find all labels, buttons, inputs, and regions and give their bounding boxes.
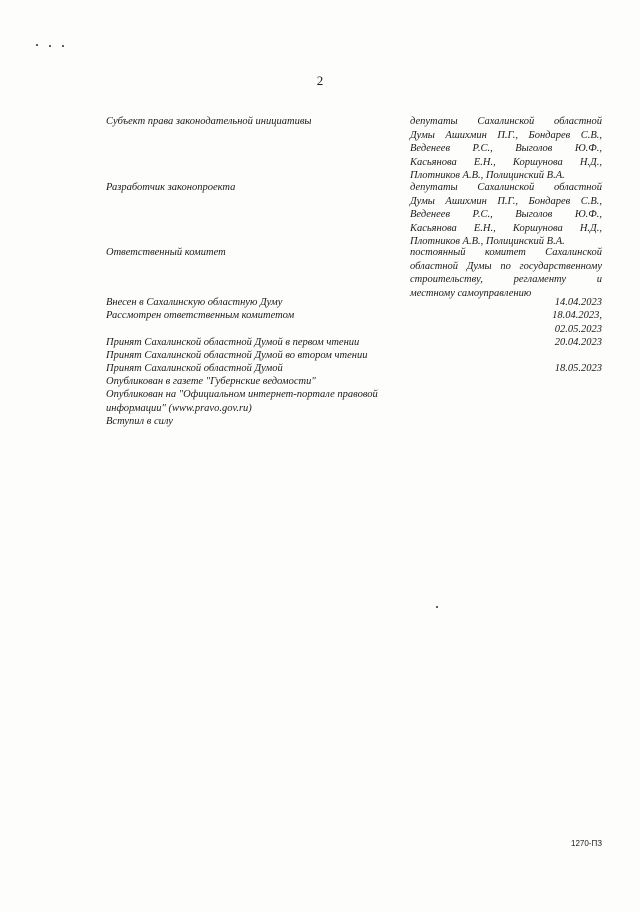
value-line: 02.05.2023 <box>554 323 602 335</box>
value-line: 18.05.2023 <box>554 363 602 374</box>
value-line: Плотников А.В., Полицинский В.А. <box>410 236 565 247</box>
value-line: 14.04.2023 <box>554 297 602 308</box>
label-entered-force: Вступил в силу <box>106 416 173 427</box>
value-line: Касьянова Е.Н., Коршунова Н.Д., <box>410 156 602 168</box>
value-adopted <box>410 362 602 376</box>
value-line: постоянный комитет Сахалинской <box>410 247 602 258</box>
document-code: 1270-ПЗ <box>571 839 603 848</box>
value-line: Плотников А.В., Полицинский В.А. <box>410 170 565 181</box>
value-line: Веденеев Р.С., Выголов Ю.Ф., <box>410 143 602 154</box>
value-initiative-subject <box>410 115 602 183</box>
label-second-reading: Принят Сахалинской областной Думой во втором чтении <box>106 350 368 361</box>
label-published-portal: Опубликован на "Официальном интернет-портале правовой информации" (www.pravo.gov.ru) <box>106 389 378 414</box>
label-initiative-subject: Субъект права законодательной инициативы <box>106 116 312 127</box>
label-published-newspaper: Опубликован в газете "Губернские ведомости" <box>106 376 316 387</box>
value-responsible-committee <box>410 246 602 300</box>
value-developer <box>410 181 602 249</box>
scan-speck <box>36 44 38 46</box>
value-committee-review <box>410 309 602 336</box>
label-developer: Разработчик законопроекта <box>106 182 236 193</box>
value-line: 20.04.2023 <box>554 337 602 348</box>
value-line: Думы Ашихмин П.Г., Бондарев С.В., <box>410 195 602 207</box>
value-line: областной Думы по государственному <box>410 260 602 272</box>
label-first-reading: Принят Сахалинской областной Думой в первом чтении <box>106 337 360 348</box>
value-submitted <box>410 296 602 310</box>
value-line: Веденеев Р.С., Выголов Ю.Ф., <box>410 209 602 220</box>
value-line: местному самоуправлению <box>410 287 532 299</box>
value-line: Думы Ашихмин П.Г., Бондарев С.В., <box>410 129 602 141</box>
value-line: Касьянова Е.Н., Коршунова Н.Д., <box>410 222 602 234</box>
value-line: 18.04.2023, <box>552 310 602 321</box>
value-line: строительству, регламенту и <box>410 274 602 285</box>
scan-speck <box>436 606 438 608</box>
label-committee-review: Рассмотрен ответственным комитетом <box>106 310 295 321</box>
label-responsible-committee: Ответственный комитет <box>106 247 226 258</box>
scan-speck <box>62 45 64 47</box>
page-number: 2 <box>316 73 324 88</box>
value-line: депутаты Сахалинской областной <box>410 182 602 193</box>
label-submitted: Внесен в Сахалинскую областную Думу <box>106 297 283 308</box>
value-first-reading <box>410 336 602 350</box>
scan-speck <box>49 45 51 47</box>
value-line: депутаты Сахалинской областной <box>410 116 602 127</box>
label-adopted: Принят Сахалинской областной Думой <box>106 363 283 374</box>
